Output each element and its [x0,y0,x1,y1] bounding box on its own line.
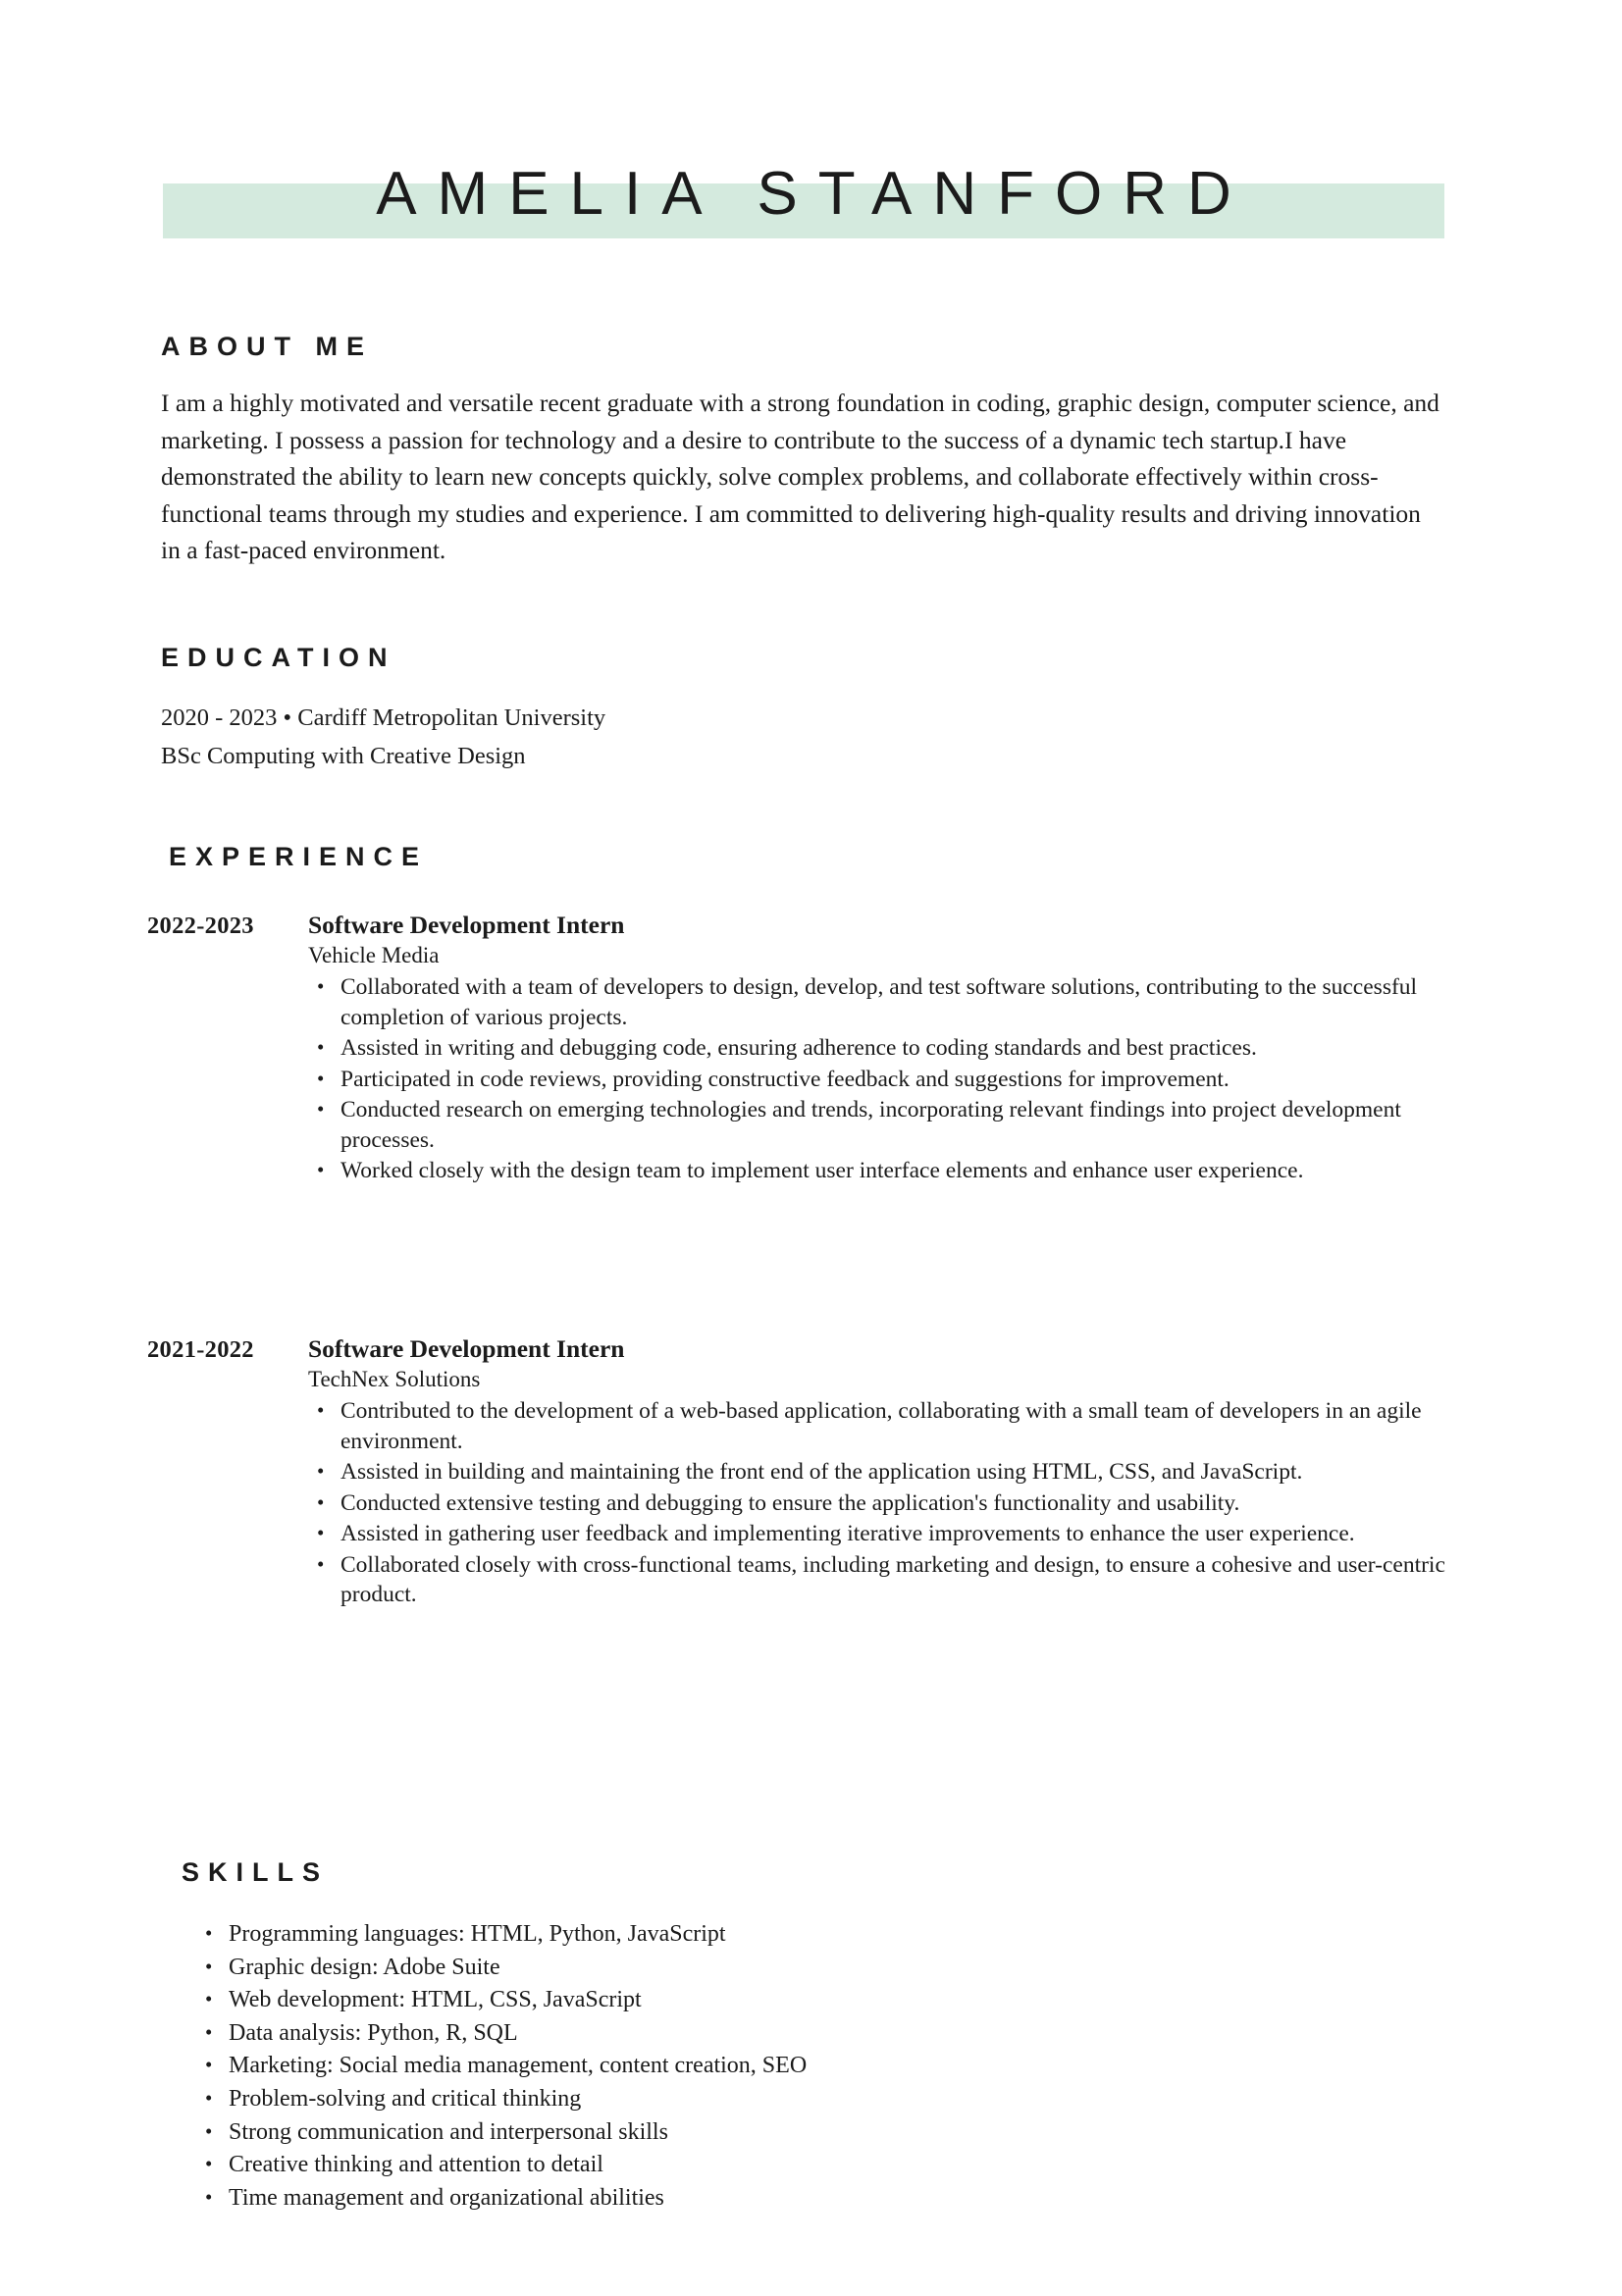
experience-job-title: Software Development Intern [308,911,625,939]
list-item: • Problem-solving and critical thinking [196,2083,1276,2116]
list-item: • Creative thinking and attention to detail [196,2149,1276,2182]
about-me-paragraph: I am a highly motivated and versatile recent graduate with a strong foundation in coding, graphic design, computer science, and marketing. I possess a passion for technology and a desire to contribute to the success of a dynamic tech startup.I have demonstrated the ability to learn new concepts quickly, solve complex problems, and collaborate effectively within cross-functional teams through my studies and experience. I am committed to delivering high-quality results and driving innovation in a fast-paced environment. [161,389,1439,564]
list-item: • Strong communication and interpersonal skills [196,2116,1276,2150]
list-item: • Collaborated with a team of developers to design, develop, and test software solutions, contributing to the successful completion of various projects. [308,972,1452,1032]
list-item: • Data analysis: Python, R, SQL [196,2017,1276,2051]
list-item: • Contributed to the development of a web-based application, collaborating with a small team of developers in an agile environment. [308,1396,1452,1456]
education-dates-school: 2020 - 2023 • Cardiff Metropolitan University [161,704,606,731]
experience-date-range: 2021-2022 [147,1336,254,1363]
experience-entry [147,1334,1452,1611]
experience-header-row [147,1334,1452,1364]
list-item: • Web development: HTML, CSS, JavaScript [196,1984,1276,2017]
education-degree: BSc Computing with Creative Design [161,743,526,769]
list-item: • Conducted research on emerging technologies and trends, incorporating relevant findings into project development processes. [308,1095,1452,1155]
experience-company: TechNex Solutions [308,1367,481,1391]
list-item: • Assisted in building and maintaining the front end of the application using HTML, CSS, and JavaScript. [308,1457,1452,1487]
list-item: • Collaborated closely with cross-functional teams, including marketing and design, to ensure a cohesive and user-centric product. [308,1550,1452,1610]
section-heading-education: EDUCATION [161,643,396,672]
experience-bullet-list [308,972,1452,1186]
education-entry [161,699,1142,775]
section-heading-about-me: ABOUT ME [161,332,373,361]
list-item: • Worked closely with the design team to implement user interface elements and enhance user experience. [308,1156,1452,1186]
experience-header-row [147,911,1452,940]
list-item: • Participated in code reviews, providing constructive feedback and suggestions for improvement. [308,1065,1452,1095]
experience-entry [147,911,1452,1187]
list-item: • Graphic design: Adobe Suite [196,1952,1276,1985]
list-item: • Time management and organizational abilities [196,2182,1276,2216]
list-item: • Conducted extensive testing and debugging to ensure the application's functionality and usability. [308,1488,1452,1519]
section-heading-skills: SKILLS [182,1857,330,1887]
skills-bullet-list [196,1918,1276,2215]
list-item: • Assisted in writing and debugging code, ensuring adherence to coding standards and best practices. [308,1033,1452,1064]
experience-company: Vehicle Media [308,943,440,967]
experience-date-range: 2022-2023 [147,913,254,939]
list-item: • Programming languages: HTML, Python, JavaScript [196,1918,1276,1952]
list-item: • Marketing: Social media management, content creation, SEO [196,2050,1276,2083]
experience-job-title: Software Development Intern [308,1334,625,1363]
section-heading-experience: EXPERIENCE [169,842,429,871]
list-item: • Assisted in gathering user feedback and implementing iterative improvements to enhance the user experience. [308,1519,1452,1549]
candidate-name: AMELIA STANFORD [376,160,1252,228]
experience-bullet-list [308,1396,1452,1610]
